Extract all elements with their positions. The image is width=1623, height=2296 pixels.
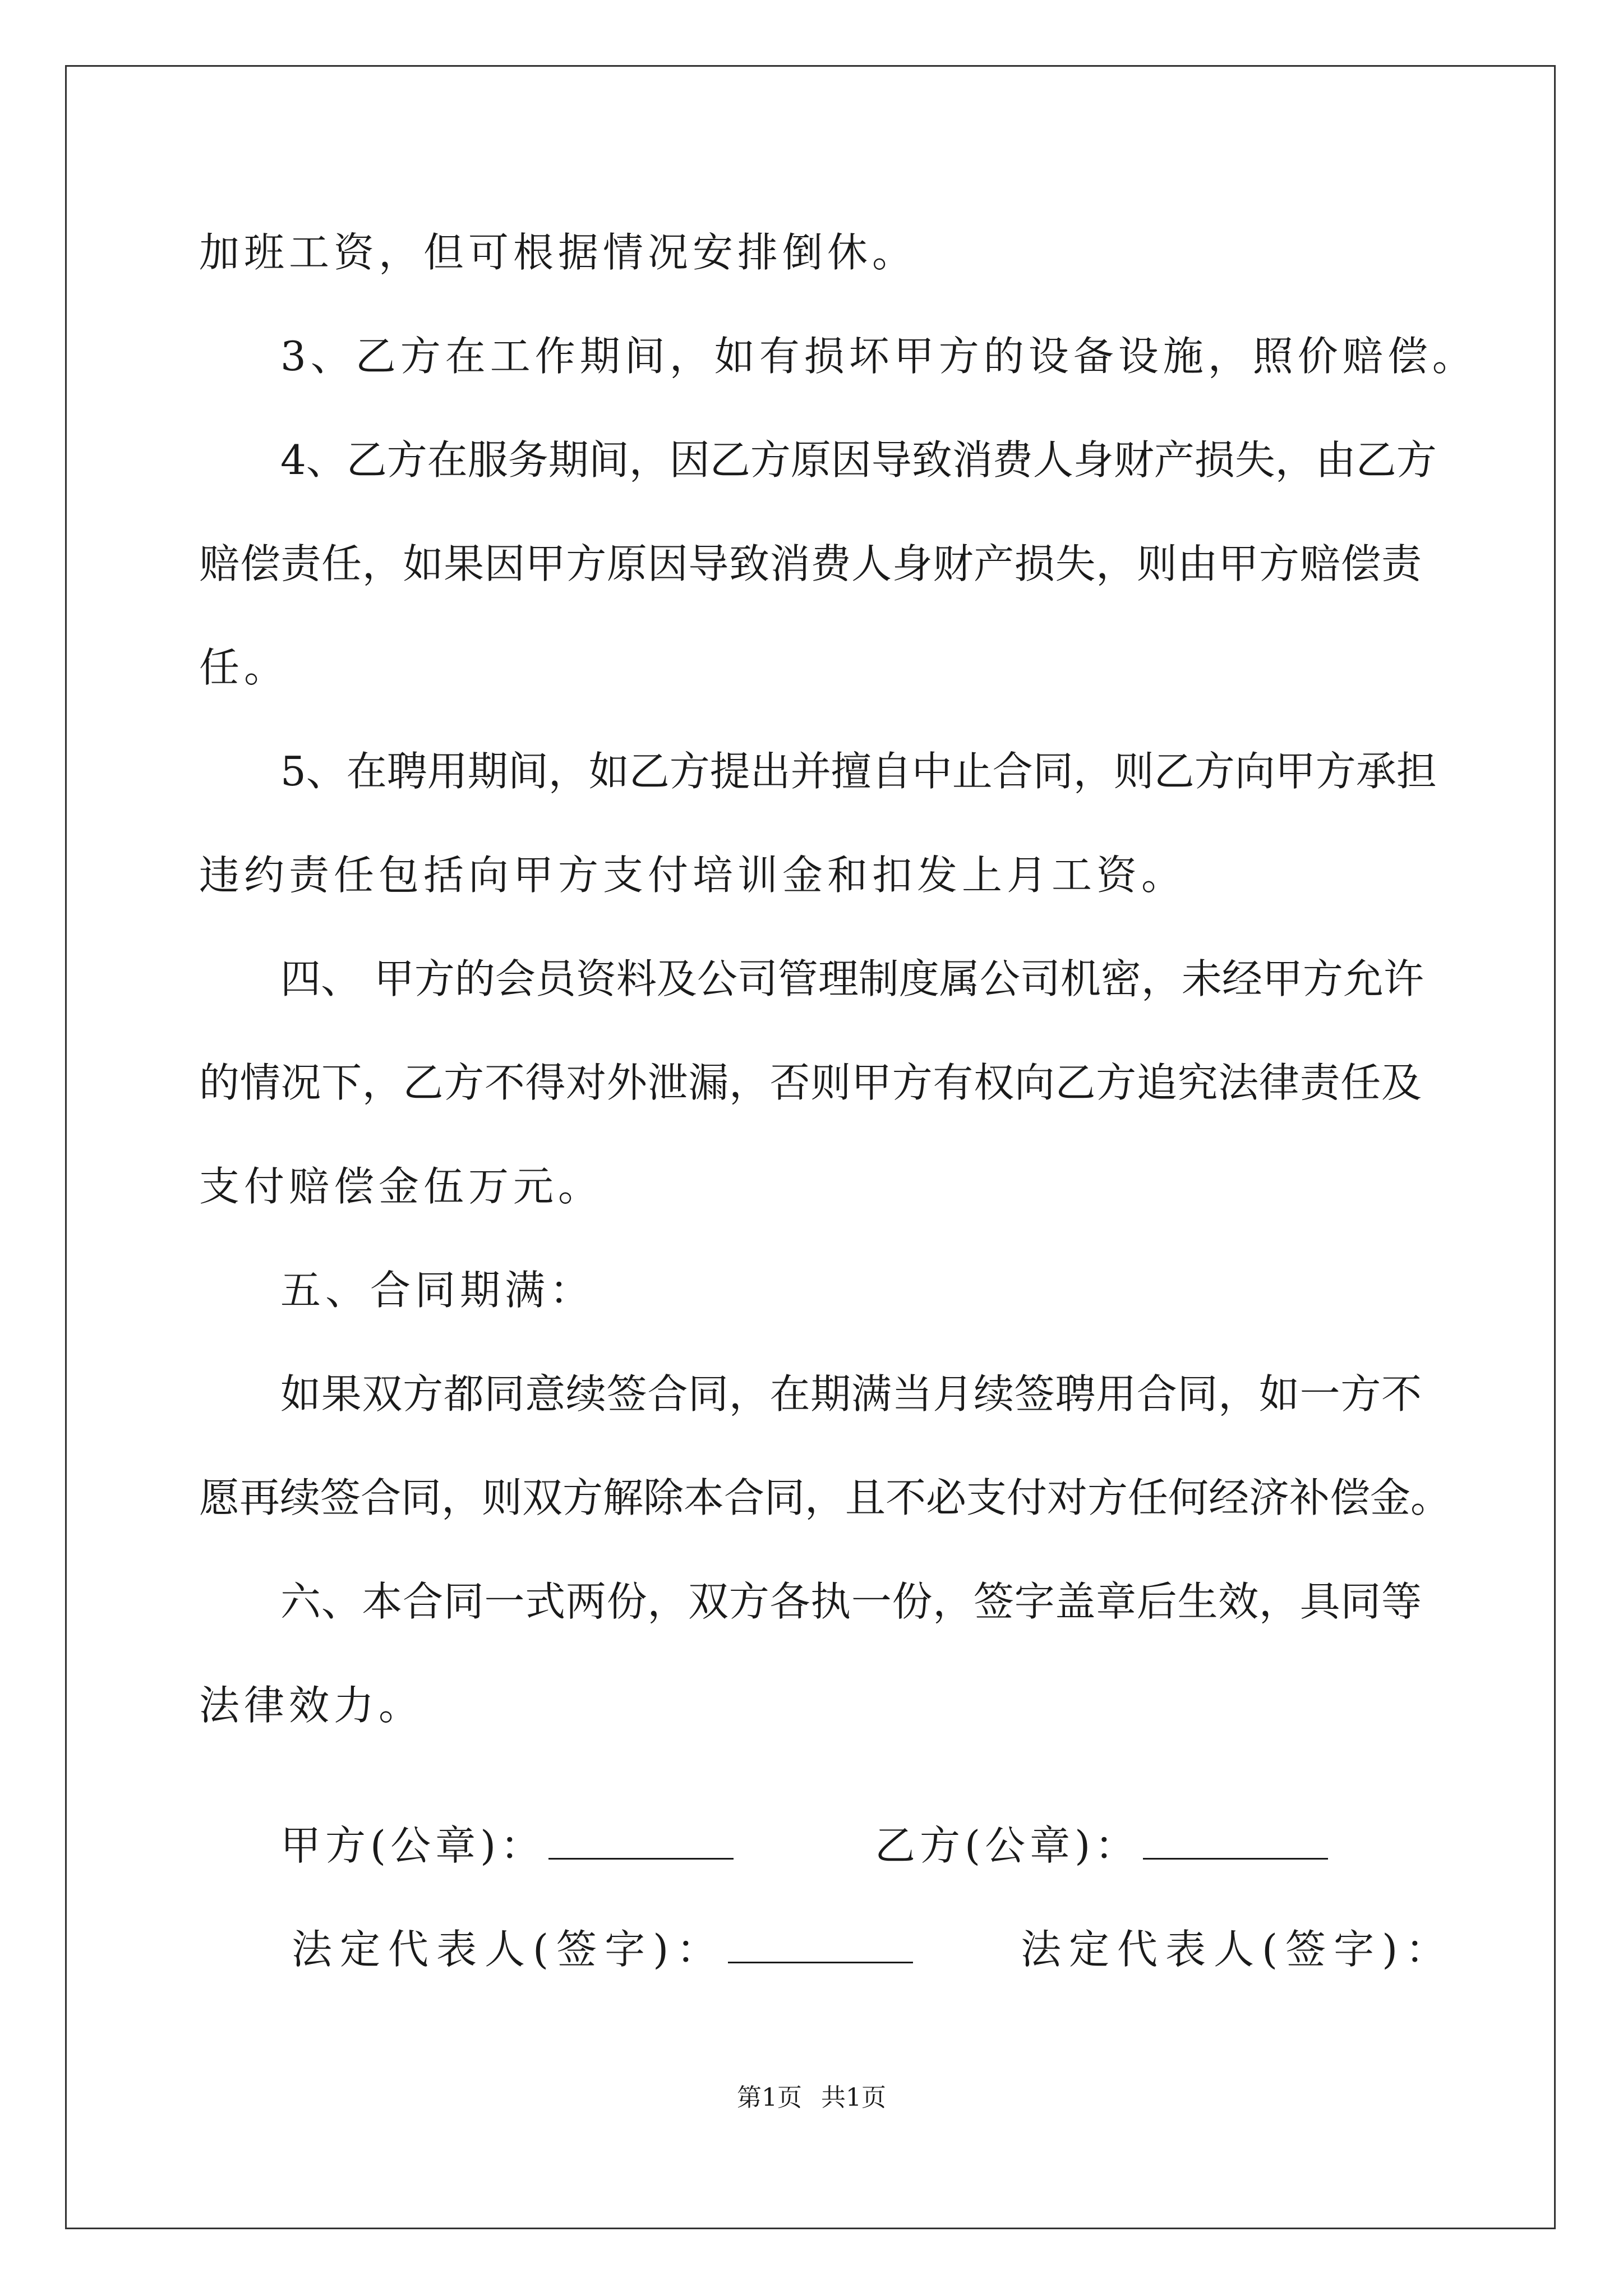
paragraph-line: 4、乙方在服务期间，因乙方原因导致消费人身财产损失，由乙方 — [280, 436, 1437, 484]
party-a-seal-label: 甲方(公章)： — [280, 1822, 546, 1869]
paragraph-line: 愿再续签合同，则双方解除本合同，且不必支付对方任何经济补偿金。 — [199, 1474, 1451, 1521]
page-border — [65, 65, 1556, 2229]
page-footer — [0, 2081, 1623, 2115]
paragraph-line: 的情况下，乙方不得对外泄漏，否则甲方有权向乙方追究法律责任及 — [199, 1059, 1422, 1106]
paragraph-line: 如果双方都同意续签合同，在期满当月续签聘用合同，如一方不 — [280, 1370, 1422, 1418]
paragraph-line: 五、合同期满： — [280, 1267, 595, 1314]
party-a-seal-blank[interactable] — [548, 1823, 734, 1860]
page-current: 第1页 — [737, 2083, 802, 2112]
paragraph-line: 加班工资，但可根据情况安排倒休。 — [199, 229, 917, 276]
party-a-rep-label: 法定代表人(签字)： — [292, 1926, 725, 1973]
party-b-seal-blank[interactable] — [1143, 1823, 1328, 1860]
page-total: 共1页 — [821, 2083, 886, 2112]
party-b-seal-field — [875, 1818, 1328, 1874]
paragraph-line: 支付赔偿金伍万元。 — [199, 1163, 603, 1210]
paragraph-line: 任。 — [199, 644, 289, 691]
paragraph-line: 赔偿责任，如果因甲方原因导致消费人身财产损失，则由甲方赔偿责 — [199, 540, 1422, 587]
party-a-rep-blank[interactable] — [728, 1927, 913, 1963]
party-a-rep-field — [292, 1921, 913, 1977]
party-b-seal-label: 乙方(公章)： — [875, 1822, 1140, 1869]
party-b-rep-field — [1021, 1921, 1454, 1977]
paragraph-line: 5、在聘用期间，如乙方提出并擅自中止合同，则乙方向甲方承担 — [280, 748, 1437, 795]
party-b-rep-label: 法定代表人(签字)： — [1021, 1926, 1454, 1973]
paragraph-line: 违约责任包括向甲方支付培训金和扣发上月工资。 — [199, 852, 1187, 899]
paragraph-line: 3、乙方在工作期间，如有损坏甲方的设备设施，照价赔偿。 — [280, 333, 1477, 380]
paragraph-line: 四、 甲方的会员资料及公司管理制度属公司机密，未经甲方允许 — [280, 955, 1424, 1002]
paragraph-line: 六、本合同一式两份，双方各执一份，签字盖章后生效，具同等 — [280, 1578, 1422, 1625]
party-a-seal-field — [280, 1818, 734, 1874]
paragraph-line: 法律效力。 — [199, 1682, 424, 1729]
